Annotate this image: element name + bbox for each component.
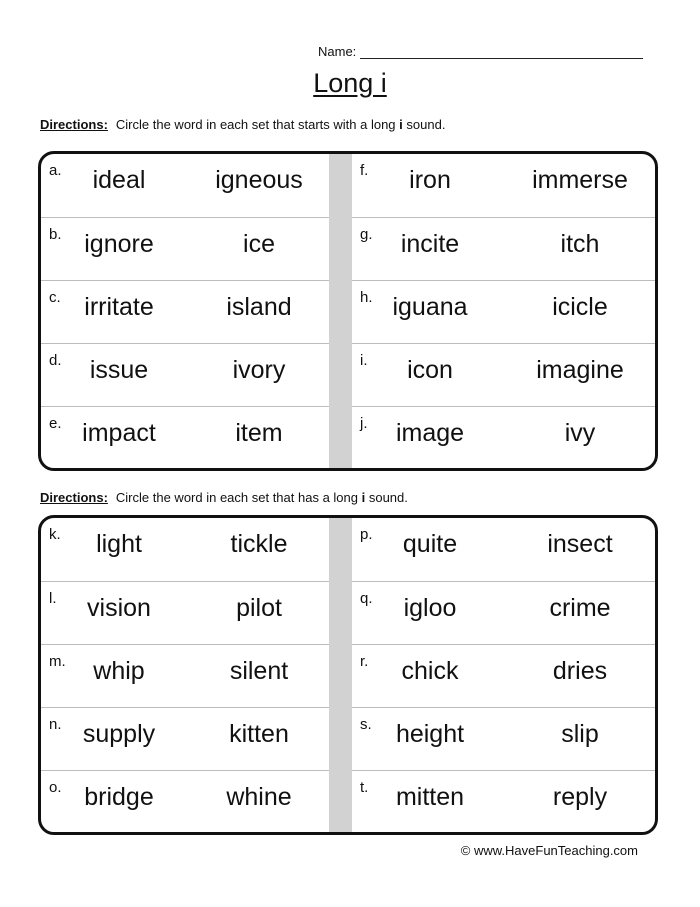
worksheet-title: Long i [313, 68, 387, 98]
word-choice[interactable]: quite [402, 530, 458, 558]
word-choice[interactable]: mitten [395, 783, 465, 811]
word-set-row [41, 581, 329, 644]
word-choice[interactable]: irritate [84, 293, 154, 321]
copyright-footer: © www.HaveFunTeaching.com [460, 843, 638, 858]
directions-bold-letter: i [361, 490, 366, 505]
directions-text: Circle the word in each set that has a long [115, 490, 362, 505]
word-set-row [41, 406, 329, 469]
word-choice[interactable]: ivory [232, 356, 286, 384]
set-letter: h. [360, 289, 373, 306]
word-choice[interactable]: slip [561, 720, 599, 748]
set-letter: r. [360, 653, 369, 670]
word-choice[interactable]: silent [229, 657, 289, 685]
word-choice[interactable]: ivy [564, 419, 596, 447]
word-choice[interactable]: insect [547, 530, 613, 558]
word-set-row [41, 280, 329, 343]
word-choice[interactable]: island [226, 293, 292, 321]
word-choice[interactable]: tickle [230, 530, 288, 558]
word-set-row [352, 154, 655, 217]
word-choice[interactable]: crime [549, 594, 611, 622]
word-choice[interactable]: ice [243, 230, 275, 258]
directions-2 [40, 490, 408, 505]
directions-text: Circle the word in each set that starts with a long [115, 117, 400, 132]
word-choice[interactable]: icicle [552, 293, 608, 321]
word-choice[interactable]: igloo [403, 594, 457, 622]
word-choice[interactable]: bridge [84, 783, 154, 811]
column-divider [329, 518, 352, 832]
word-choice[interactable]: pilot [236, 594, 282, 622]
left-column [41, 518, 329, 832]
set-letter: l. [49, 590, 57, 607]
right-column [352, 518, 655, 832]
word-set-row [352, 343, 655, 406]
word-choice[interactable]: image [395, 419, 465, 447]
word-choice[interactable]: iron [409, 166, 451, 194]
set-letter: p. [360, 526, 373, 543]
word-choice[interactable]: imagine [536, 356, 624, 384]
word-set-row [41, 518, 329, 581]
word-set-row [352, 518, 655, 581]
set-letter: b. [49, 226, 62, 243]
word-box-2 [38, 515, 658, 835]
word-set-row [352, 644, 655, 707]
word-set-row [41, 217, 329, 280]
word-choice[interactable]: whine [226, 783, 292, 811]
name-blank-line[interactable] [360, 45, 643, 59]
word-choice[interactable]: ideal [92, 166, 146, 194]
word-set-row [352, 280, 655, 343]
set-letter: t. [360, 779, 369, 796]
word-choice[interactable]: icon [407, 356, 453, 384]
set-letter: e. [49, 415, 62, 432]
word-choice[interactable]: height [395, 720, 465, 748]
word-set-row [41, 154, 329, 217]
directions-bold-letter: i [399, 117, 403, 132]
word-set-row [41, 770, 329, 833]
word-choice[interactable]: iguana [392, 293, 468, 321]
word-choice[interactable]: issue [89, 356, 149, 384]
set-letter: q. [360, 590, 373, 607]
word-set-row [352, 707, 655, 770]
word-choice[interactable]: immerse [532, 166, 628, 194]
word-set-row [352, 770, 655, 833]
word-choice[interactable]: incite [400, 230, 460, 258]
word-choice[interactable]: reply [552, 783, 608, 811]
word-choice[interactable]: itch [560, 230, 600, 258]
set-letter: n. [49, 716, 62, 733]
set-letter: o. [49, 779, 62, 796]
word-choice[interactable]: vision [87, 594, 151, 622]
directions-1 [40, 117, 445, 132]
set-letter: i. [360, 352, 368, 369]
word-set-row [352, 406, 655, 469]
word-set-row [352, 217, 655, 280]
name-label: Name: [318, 44, 357, 59]
name-field[interactable] [318, 41, 643, 59]
set-letter: k. [49, 526, 61, 543]
set-letter: a. [49, 162, 62, 179]
set-letter: j. [360, 415, 368, 432]
directions-text-end: sound. [402, 117, 446, 132]
word-choice[interactable]: impact [82, 419, 156, 447]
set-letter: s. [360, 716, 372, 733]
word-choice[interactable]: light [96, 530, 142, 558]
set-letter: c. [49, 289, 61, 306]
set-letter: m. [49, 653, 66, 670]
word-choice[interactable]: igneous [215, 166, 303, 194]
directions-label: Directions: [40, 117, 108, 132]
word-choice[interactable]: whip [93, 657, 145, 685]
word-set-row [41, 707, 329, 770]
word-choice[interactable]: kitten [229, 720, 289, 748]
word-set-row [352, 581, 655, 644]
word-box-1 [38, 151, 658, 471]
word-choice[interactable]: supply [82, 720, 156, 748]
set-letter: f. [360, 162, 369, 179]
word-set-row [41, 644, 329, 707]
left-column [41, 154, 329, 468]
word-choice[interactable]: chick [401, 657, 459, 685]
set-letter: d. [49, 352, 62, 369]
word-set-row [41, 343, 329, 406]
right-column [352, 154, 655, 468]
word-choice[interactable]: ignore [84, 230, 154, 258]
word-choice[interactable]: item [235, 419, 283, 447]
directions-label: Directions: [40, 490, 108, 505]
column-divider [329, 154, 352, 468]
word-choice[interactable]: dries [552, 657, 608, 685]
directions-text-end: sound. [365, 490, 408, 505]
set-letter: g. [360, 226, 373, 243]
